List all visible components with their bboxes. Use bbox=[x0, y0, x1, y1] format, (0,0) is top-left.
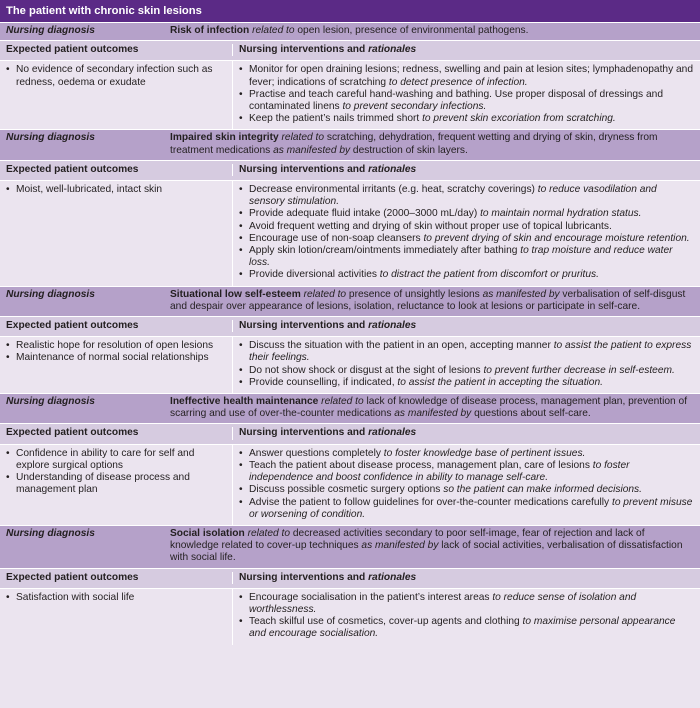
outcomes-list bbox=[6, 64, 228, 88]
intervention-rationale: to reduce vasodilation and sensory stimulation. bbox=[249, 184, 657, 208]
outcome-item: • Understanding of disease process and management plan bbox=[6, 472, 228, 496]
interventions-header-text: Nursing interventions and bbox=[239, 571, 369, 583]
expected-outcomes-header: Expected patient outcomes bbox=[6, 163, 139, 175]
outcome-item: • Satisfaction with social life bbox=[6, 592, 228, 604]
interventions-list bbox=[239, 64, 694, 125]
nursing-diagnosis-label: Nursing diagnosis bbox=[6, 25, 95, 36]
nursing-diagnosis-label: Nursing diagnosis bbox=[6, 288, 95, 300]
interventions-list bbox=[239, 592, 694, 641]
outcomes-list bbox=[6, 340, 228, 364]
intervention-rationale: to trap moisture and reduce water loss. bbox=[249, 245, 673, 269]
outcomes-cell bbox=[0, 337, 232, 393]
diagnosis-manifested-by: as manifested by bbox=[482, 288, 560, 300]
intervention-rationale: to maximise personal appearance and encourage socialisation. bbox=[249, 616, 676, 640]
outcomes-cell bbox=[0, 445, 232, 525]
diagnosis-manifested-by: as manifested by bbox=[361, 540, 439, 552]
outcomes-cell bbox=[0, 181, 232, 286]
intervention-rationale: to detect presence of infection. bbox=[388, 76, 528, 88]
nursing-diagnosis-label: Nursing diagnosis bbox=[6, 527, 95, 539]
interventions-cell bbox=[232, 445, 700, 525]
interventions-header bbox=[232, 320, 700, 332]
sections-container bbox=[0, 22, 700, 645]
intervention-text: Advise the patient to follow guidelines for over-the-counter medications carefully bbox=[249, 496, 612, 508]
rationales-header-text: rationales bbox=[368, 571, 417, 583]
diagnosis-evidence: lack of social activities, verbalisation of dissatisfaction with social life. bbox=[170, 540, 683, 564]
interventions-header bbox=[232, 164, 700, 176]
column-header-row bbox=[0, 568, 700, 588]
outcomes-cell bbox=[0, 61, 232, 129]
rationales-header-text: rationales bbox=[368, 163, 417, 175]
interventions-header-text: Nursing interventions and bbox=[239, 44, 369, 56]
interventions-header-text: Nursing interventions and bbox=[239, 163, 369, 175]
interventions-list bbox=[239, 340, 694, 389]
intervention-text: Do not show shock or disgust at the sight of lesions bbox=[249, 364, 484, 376]
intervention-text: Decrease environmental irritants (e.g. heat, scratchy coverings) bbox=[249, 184, 538, 196]
diagnosis-text bbox=[170, 528, 700, 565]
intervention-text: Provide diversional activities bbox=[249, 269, 380, 281]
intervention-item bbox=[239, 340, 694, 364]
intervention-item bbox=[239, 233, 694, 245]
outcome-item: • Realistic hope for resolution of open lesions bbox=[6, 340, 228, 352]
diagnosis-text bbox=[170, 396, 700, 420]
intervention-item bbox=[239, 89, 694, 113]
diagnosis-related-to: related to bbox=[300, 288, 347, 300]
interventions-list bbox=[239, 448, 694, 521]
intervention-item bbox=[239, 245, 694, 269]
intervention-item bbox=[239, 184, 694, 208]
intervention-item bbox=[239, 221, 694, 233]
nursing-diagnosis-label: Nursing diagnosis bbox=[6, 132, 95, 144]
diagnosis-row bbox=[0, 286, 700, 316]
expected-outcomes-header: Expected patient outcomes bbox=[6, 427, 139, 439]
interventions-cell bbox=[232, 589, 700, 645]
diagnosis-text bbox=[170, 132, 700, 156]
intervention-text: Answer questions completely bbox=[249, 447, 384, 459]
content-row bbox=[0, 588, 700, 645]
column-header-row bbox=[0, 423, 700, 443]
content-row bbox=[0, 60, 700, 129]
content-row bbox=[0, 336, 700, 393]
diagnosis-related-to: related to bbox=[278, 132, 325, 144]
diagnosis-cause: decreased activities secondary to poor self-image, fear of rejection and lack of knowledge related to cover-up techniques bbox=[170, 527, 645, 552]
intervention-rationale: so the patient can make informed decisions. bbox=[443, 484, 642, 496]
intervention-text: Discuss the situation with the patient in an open, accepting manner bbox=[249, 340, 554, 352]
intervention-text: Keep the patient’s nails trimmed short bbox=[249, 113, 423, 125]
content-row bbox=[0, 444, 700, 525]
diagnosis-evidence: destruction of skin layers. bbox=[350, 144, 468, 156]
intervention-text: Encourage use of non-soap cleansers bbox=[249, 232, 424, 244]
interventions-cell bbox=[232, 337, 700, 393]
outcomes-cell bbox=[0, 589, 232, 645]
diagnosis-cause: presence of unsightly lesions bbox=[346, 288, 483, 300]
intervention-rationale: to prevent skin excoriation from scratching. bbox=[422, 113, 616, 125]
intervention-rationale: to prevent secondary infections. bbox=[342, 101, 487, 113]
diagnosis-title: Social isolation bbox=[170, 527, 245, 539]
diagnosis-title: Situational low self-esteem bbox=[170, 288, 301, 300]
intervention-item bbox=[239, 365, 694, 377]
intervention-item bbox=[239, 113, 694, 125]
interventions-header-text: Nursing interventions and bbox=[239, 427, 369, 439]
diagnosis-title: Impaired skin integrity bbox=[170, 132, 279, 144]
interventions-header bbox=[232, 427, 700, 439]
intervention-rationale: to maintain normal hydration status. bbox=[480, 208, 642, 220]
intervention-item bbox=[239, 208, 694, 220]
diagnosis-row bbox=[0, 525, 700, 568]
intervention-item bbox=[239, 460, 694, 484]
diagnosis-manifested-by: as manifested by bbox=[394, 408, 472, 420]
diagnosis-row bbox=[0, 393, 700, 423]
rationales-header-text: rationales bbox=[368, 44, 417, 56]
diagnosis-title: Ineffective health maintenance bbox=[170, 396, 319, 408]
diagnosis-evidence: verbalisation of self-disgust and despair over appearance of lesions, isolation, reluctance to look at lesions or participate in self-care. bbox=[170, 288, 686, 312]
intervention-text: Discuss possible cosmetic surgery options bbox=[249, 484, 444, 496]
rationales-header-text: rationales bbox=[368, 427, 417, 439]
diagnosis-cause: open lesion, presence of environmental pathogens. bbox=[294, 25, 529, 36]
table-title: The patient with chronic skin lesions bbox=[0, 0, 700, 22]
diagnosis-row bbox=[0, 22, 700, 40]
diagnosis-related-to: related to bbox=[244, 527, 291, 539]
diagnosis-cause: scratching, dehydration, frequent wetting and drying of skin, dryness from treatment medications bbox=[170, 132, 658, 156]
expected-outcomes-header: Expected patient outcomes bbox=[6, 320, 139, 332]
outcome-item: • No evidence of secondary infection such as redness, oedema or exudate bbox=[6, 64, 228, 88]
diagnosis-evidence: questions about self-care. bbox=[471, 408, 591, 420]
intervention-rationale: to assist the patient in accepting the situation. bbox=[397, 376, 603, 388]
intervention-item bbox=[239, 377, 694, 389]
intervention-rationale: to prevent further decrease in self-esteem. bbox=[483, 364, 675, 376]
intervention-rationale: to assist the patient to express their feelings. bbox=[249, 340, 692, 364]
intervention-text: Encourage socialisation in the patient’s interest areas bbox=[249, 591, 493, 603]
interventions-header-text: Nursing interventions and bbox=[239, 320, 369, 332]
rationales-header-text: rationales bbox=[368, 320, 417, 332]
content-row bbox=[0, 180, 700, 286]
intervention-item bbox=[239, 497, 694, 521]
intervention-rationale: to prevent drying of skin and encourage moisture retention. bbox=[423, 232, 690, 244]
outcomes-list bbox=[6, 184, 228, 196]
interventions-cell bbox=[232, 61, 700, 129]
diagnosis-related-to: related to bbox=[318, 396, 364, 408]
nursing-diagnosis-label: Nursing diagnosis bbox=[6, 396, 95, 408]
column-header-row bbox=[0, 316, 700, 336]
diagnosis-manifested-by: as manifested by bbox=[273, 144, 351, 156]
diagnosis-row bbox=[0, 129, 700, 159]
intervention-item bbox=[239, 616, 694, 640]
interventions-list bbox=[239, 184, 694, 282]
expected-outcomes-header: Expected patient outcomes bbox=[6, 571, 139, 583]
diagnosis-text bbox=[170, 25, 700, 37]
intervention-item bbox=[239, 269, 694, 281]
intervention-text: Avoid frequent wetting and drying of skin without proper use of topical lubricants. bbox=[249, 220, 612, 232]
expected-outcomes-header: Expected patient outcomes bbox=[6, 44, 139, 56]
outcome-item: • Maintenance of normal social relationships bbox=[6, 352, 228, 364]
intervention-text: Apply skin lotion/cream/ointments immediately after bathing bbox=[249, 245, 521, 257]
diagnosis-related-to: related to bbox=[249, 25, 295, 36]
intervention-text: Provide counselling, if indicated, bbox=[249, 376, 398, 388]
intervention-item bbox=[239, 592, 694, 616]
intervention-rationale: to reduce sense of isolation and worthlessness. bbox=[249, 591, 637, 615]
intervention-text: Teach the patient about disease process, management plan, care of lesions bbox=[249, 459, 593, 471]
intervention-text: Provide adequate fluid intake (2000–3000 mL/day) bbox=[249, 208, 481, 220]
outcomes-list bbox=[6, 448, 228, 497]
intervention-rationale: to foster independence and boost confidence in ability to manage self-care. bbox=[249, 459, 630, 484]
column-header-row bbox=[0, 160, 700, 180]
intervention-text: Practise and teach careful hand-washing and bathing. Use proper disposal of dressings and contaminated linens bbox=[249, 88, 663, 113]
diagnosis-cause: lack of knowledge of disease process, management plan, prevention of scarring and use of over-the-counter medications bbox=[170, 396, 688, 420]
column-header-row bbox=[0, 40, 700, 60]
diagnosis-title: Risk of infection bbox=[170, 25, 250, 36]
outcome-item: • Moist, well-lubricated, intact skin bbox=[6, 184, 228, 196]
interventions-header bbox=[232, 44, 700, 56]
interventions-header bbox=[232, 572, 700, 584]
interventions-cell bbox=[232, 181, 700, 286]
intervention-text: Monitor for open draining lesions; redness, swelling and pain at lesion sites; lymphadenopathy and fever; indications of scratching bbox=[249, 64, 693, 88]
intervention-rationale: to foster knowledge base of pertinent issues. bbox=[383, 447, 586, 459]
diagnosis-text bbox=[170, 289, 700, 313]
intervention-rationale: to distract the patient from discomfort or pruritus. bbox=[379, 269, 599, 281]
intervention-item bbox=[239, 448, 694, 460]
outcomes-list bbox=[6, 592, 228, 604]
intervention-rationale: to prevent misuse or worsening of condition. bbox=[249, 496, 693, 520]
intervention-text: Teach skilful use of cosmetics, cover-up agents and clothing bbox=[249, 616, 523, 628]
intervention-item bbox=[239, 64, 694, 88]
intervention-item bbox=[239, 484, 694, 496]
outcome-item: • Confidence in ability to care for self and explore surgical options bbox=[6, 448, 228, 472]
